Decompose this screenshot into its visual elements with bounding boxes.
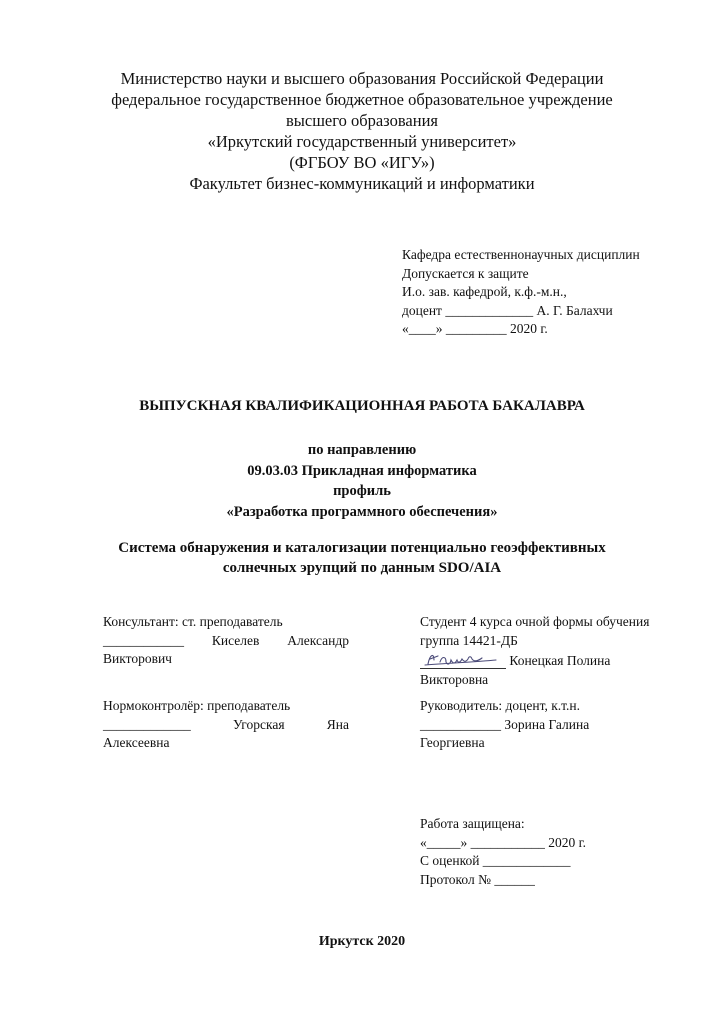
student-patronymic: Викторовна bbox=[420, 671, 489, 687]
consultant-name-row bbox=[103, 632, 349, 651]
defense-label: Работа защищена: bbox=[420, 816, 525, 831]
university-name: «Иркутский государственный университет» bbox=[207, 132, 517, 151]
consultant-block bbox=[103, 613, 349, 669]
student-block bbox=[420, 613, 690, 689]
normcontroller-signature-blank: _____________ bbox=[103, 716, 191, 732]
institution-type-line: федеральное государственное бюджетное образовательное учреждение bbox=[111, 90, 613, 109]
head-of-department-title: И.о. зав. кафедрой, к.ф.-м.н., bbox=[402, 284, 567, 299]
supervisor-role: Руководитель: доцент, к.т.н. bbox=[420, 698, 581, 713]
department-name: Кафедра естественнонаучных дисциплин bbox=[402, 247, 640, 262]
defense-date: «_____» ___________ 2020 г. bbox=[420, 834, 587, 850]
direction-label: по направлению bbox=[307, 442, 417, 458]
head-of-department-signature: доцент _____________ А. Г. Балахчи bbox=[402, 302, 613, 318]
approval-block bbox=[402, 246, 640, 339]
education-level-line: высшего образования bbox=[286, 111, 438, 130]
consultant-role: Консультант: ст. преподаватель bbox=[103, 614, 283, 629]
profile-name: «Разработка программного обеспечения» bbox=[226, 503, 498, 520]
university-abbreviation: (ФГБОУ ВО «ИГУ») bbox=[289, 153, 435, 172]
consultant-surname: Киселев bbox=[211, 632, 260, 648]
normcontroller-surname: Угорская bbox=[232, 716, 285, 732]
normcontroller-patronymic: Алексеевна bbox=[103, 735, 170, 750]
supervisor-name-row: ____________ Зорина Галина bbox=[420, 716, 590, 732]
defense-protocol: Протокол № ______ bbox=[420, 871, 535, 887]
defense-block bbox=[420, 815, 586, 889]
thesis-topic bbox=[0, 538, 724, 578]
normcontroller-first-name: Яна bbox=[326, 716, 349, 732]
city-year: Иркутск 2020 bbox=[318, 934, 406, 949]
supervisor-block bbox=[420, 697, 690, 753]
ministry-line: Министерство науки и высшего образования Российской Федерации bbox=[120, 69, 604, 88]
faculty-name: Факультет бизнес-коммуникаций и информатики bbox=[189, 174, 535, 193]
supervisor-patronymic: Георгиевна bbox=[420, 735, 485, 750]
work-title: ВЫПУСКНАЯ КВАЛИФИКАЦИОННАЯ РАБОТА БАКАЛАВРА bbox=[139, 398, 585, 414]
student-signature-row bbox=[420, 650, 690, 671]
student-name: Конецкая Полина bbox=[509, 653, 611, 668]
consultant-first-name: Александр bbox=[287, 632, 349, 648]
approval-date: «____» _________ 2020 г. bbox=[402, 321, 548, 336]
institution-header bbox=[0, 68, 724, 194]
student-signature bbox=[420, 650, 506, 669]
topic-line-2: солнечных эрупций по данным SDO/AIA bbox=[222, 560, 502, 576]
student-group: группа 14421-ДБ bbox=[420, 632, 518, 648]
normcontroller-name-row bbox=[103, 716, 349, 735]
consultant-patronymic: Викторович bbox=[103, 651, 172, 666]
admission-text: Допускается к защите bbox=[402, 265, 529, 281]
student-role: Студент 4 курса очной формы обучения bbox=[420, 614, 650, 629]
direction-block bbox=[0, 440, 724, 522]
profile-label: профиль bbox=[333, 483, 391, 499]
normcontroller-block bbox=[103, 697, 349, 753]
consultant-signature-blank: ____________ bbox=[103, 632, 184, 648]
topic-line-1: Система обнаружения и каталогизации потенциально геоэффективных bbox=[118, 540, 606, 556]
defense-grade: С оценкой _____________ bbox=[420, 853, 571, 868]
handwritten-signature-icon bbox=[420, 650, 506, 668]
direction-code: 09.03.03 Прикладная информатика bbox=[247, 462, 477, 479]
normcontroller-role: Нормоконтролёр: преподаватель bbox=[103, 698, 291, 713]
